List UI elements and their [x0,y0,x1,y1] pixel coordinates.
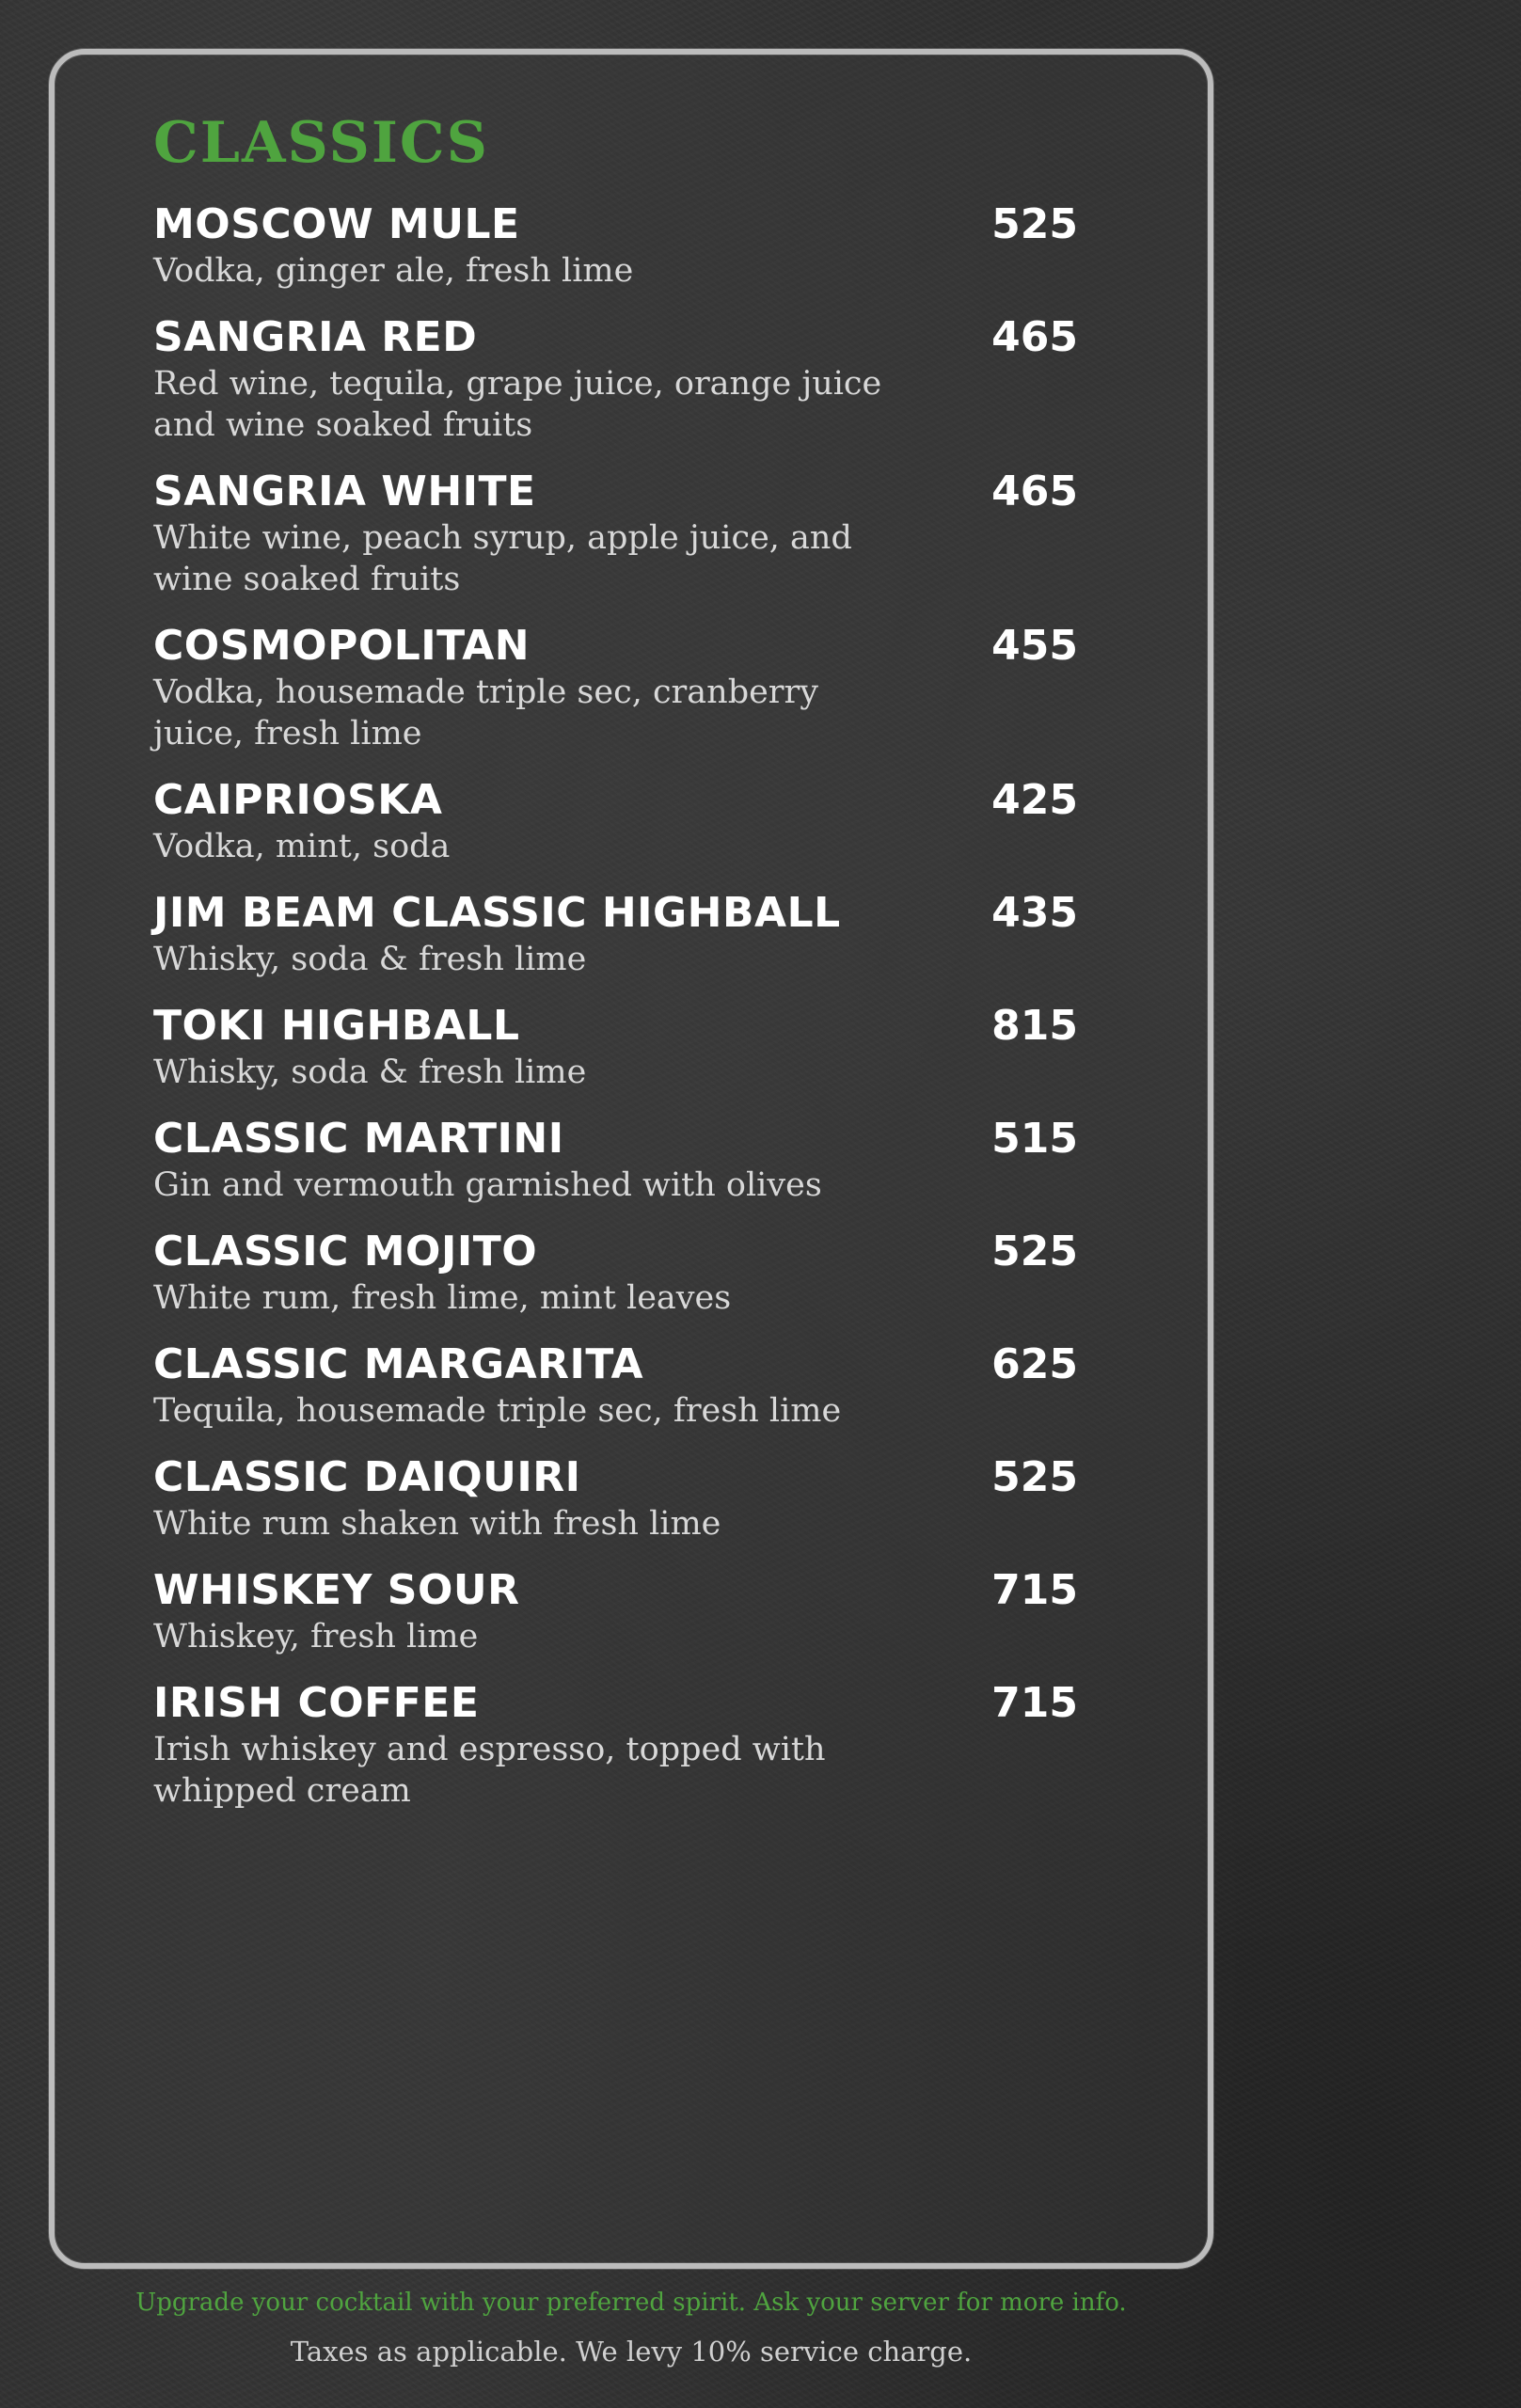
item-price: 525 [991,1453,1078,1501]
item-name: SANGRIA RED [153,313,478,361]
item-description: Vodka, ginger ale, fresh lime [153,252,634,290]
tax-note: Taxes as applicable. We levy 10% service charge. [290,2336,973,2368]
item-description: Irish whiskey and espresso, topped with whipped cream [153,1731,826,1810]
menu-item [153,1001,1094,1093]
item-price: 435 [991,889,1078,937]
menu-item [153,1227,1094,1319]
item-name: MOSCOW MULE [153,200,520,248]
item-description: Vodka, housemade triple sec, cranberry juice, fresh lime [153,673,819,752]
item-description: Tequila, housemade triple sec, fresh lime [153,1392,842,1430]
item-name: CAIPRIOSKA [153,776,443,824]
item-price: 465 [991,313,1078,361]
item-price: 515 [991,1115,1078,1163]
item-name: JIM BEAM CLASSIC HIGHBALL [153,889,841,937]
item-price: 625 [991,1340,1078,1388]
menu-item [153,1114,1094,1206]
item-name: CLASSIC MARTINI [153,1115,564,1163]
item-name: SANGRIA WHITE [153,467,536,515]
menu-item [153,775,1094,867]
item-name: WHISKEY SOUR [153,1566,520,1614]
item-description: Gin and vermouth garnished with olives [153,1166,822,1204]
menu-item [153,888,1094,980]
item-description: White rum shaken with fresh lime [153,1505,721,1543]
item-price: 465 [991,467,1078,515]
item-description: Whisky, soda & fresh lime [153,941,587,978]
menu-item [153,1565,1094,1657]
item-description: Red wine, tequila, grape juice, orange juice and wine soaked fruits [153,365,882,444]
menu-item [153,467,1094,600]
item-description: Whisky, soda & fresh lime [153,1054,587,1091]
item-name: CLASSIC MARGARITA [153,1340,644,1388]
item-name: CLASSIC MOJITO [153,1228,538,1275]
item-price: 715 [991,1566,1078,1614]
menu-item [153,1452,1094,1545]
item-price: 525 [991,1228,1078,1275]
item-name: TOKI HIGHBALL [153,1002,520,1050]
item-name: COSMOPOLITAN [153,622,531,670]
item-description: Vodka, mint, soda [153,828,451,865]
menu-item [153,199,1094,292]
menu-list [153,199,1094,1832]
item-description: White wine, peach syrup, apple juice, and wine soaked fruits [153,519,852,598]
menu-item [153,312,1094,446]
menu-item [153,621,1094,754]
item-name: CLASSIC DAIQUIRI [153,1453,581,1501]
upgrade-note: Upgrade your cocktail with your preferred spirit. Ask your server for more info. [135,2289,1127,2317]
item-price: 425 [991,776,1078,824]
menu-item [153,1678,1094,1812]
item-description: Whiskey, fresh lime [153,1618,479,1656]
item-price: 815 [991,1002,1078,1050]
item-description: White rum, fresh lime, mint leaves [153,1279,732,1317]
menu-item [153,1339,1094,1432]
item-name: IRISH COFFEE [153,1679,480,1727]
item-price: 455 [991,622,1078,670]
section-title: CLASSICS [153,110,489,176]
item-price: 715 [991,1679,1078,1727]
item-price: 525 [991,200,1078,248]
